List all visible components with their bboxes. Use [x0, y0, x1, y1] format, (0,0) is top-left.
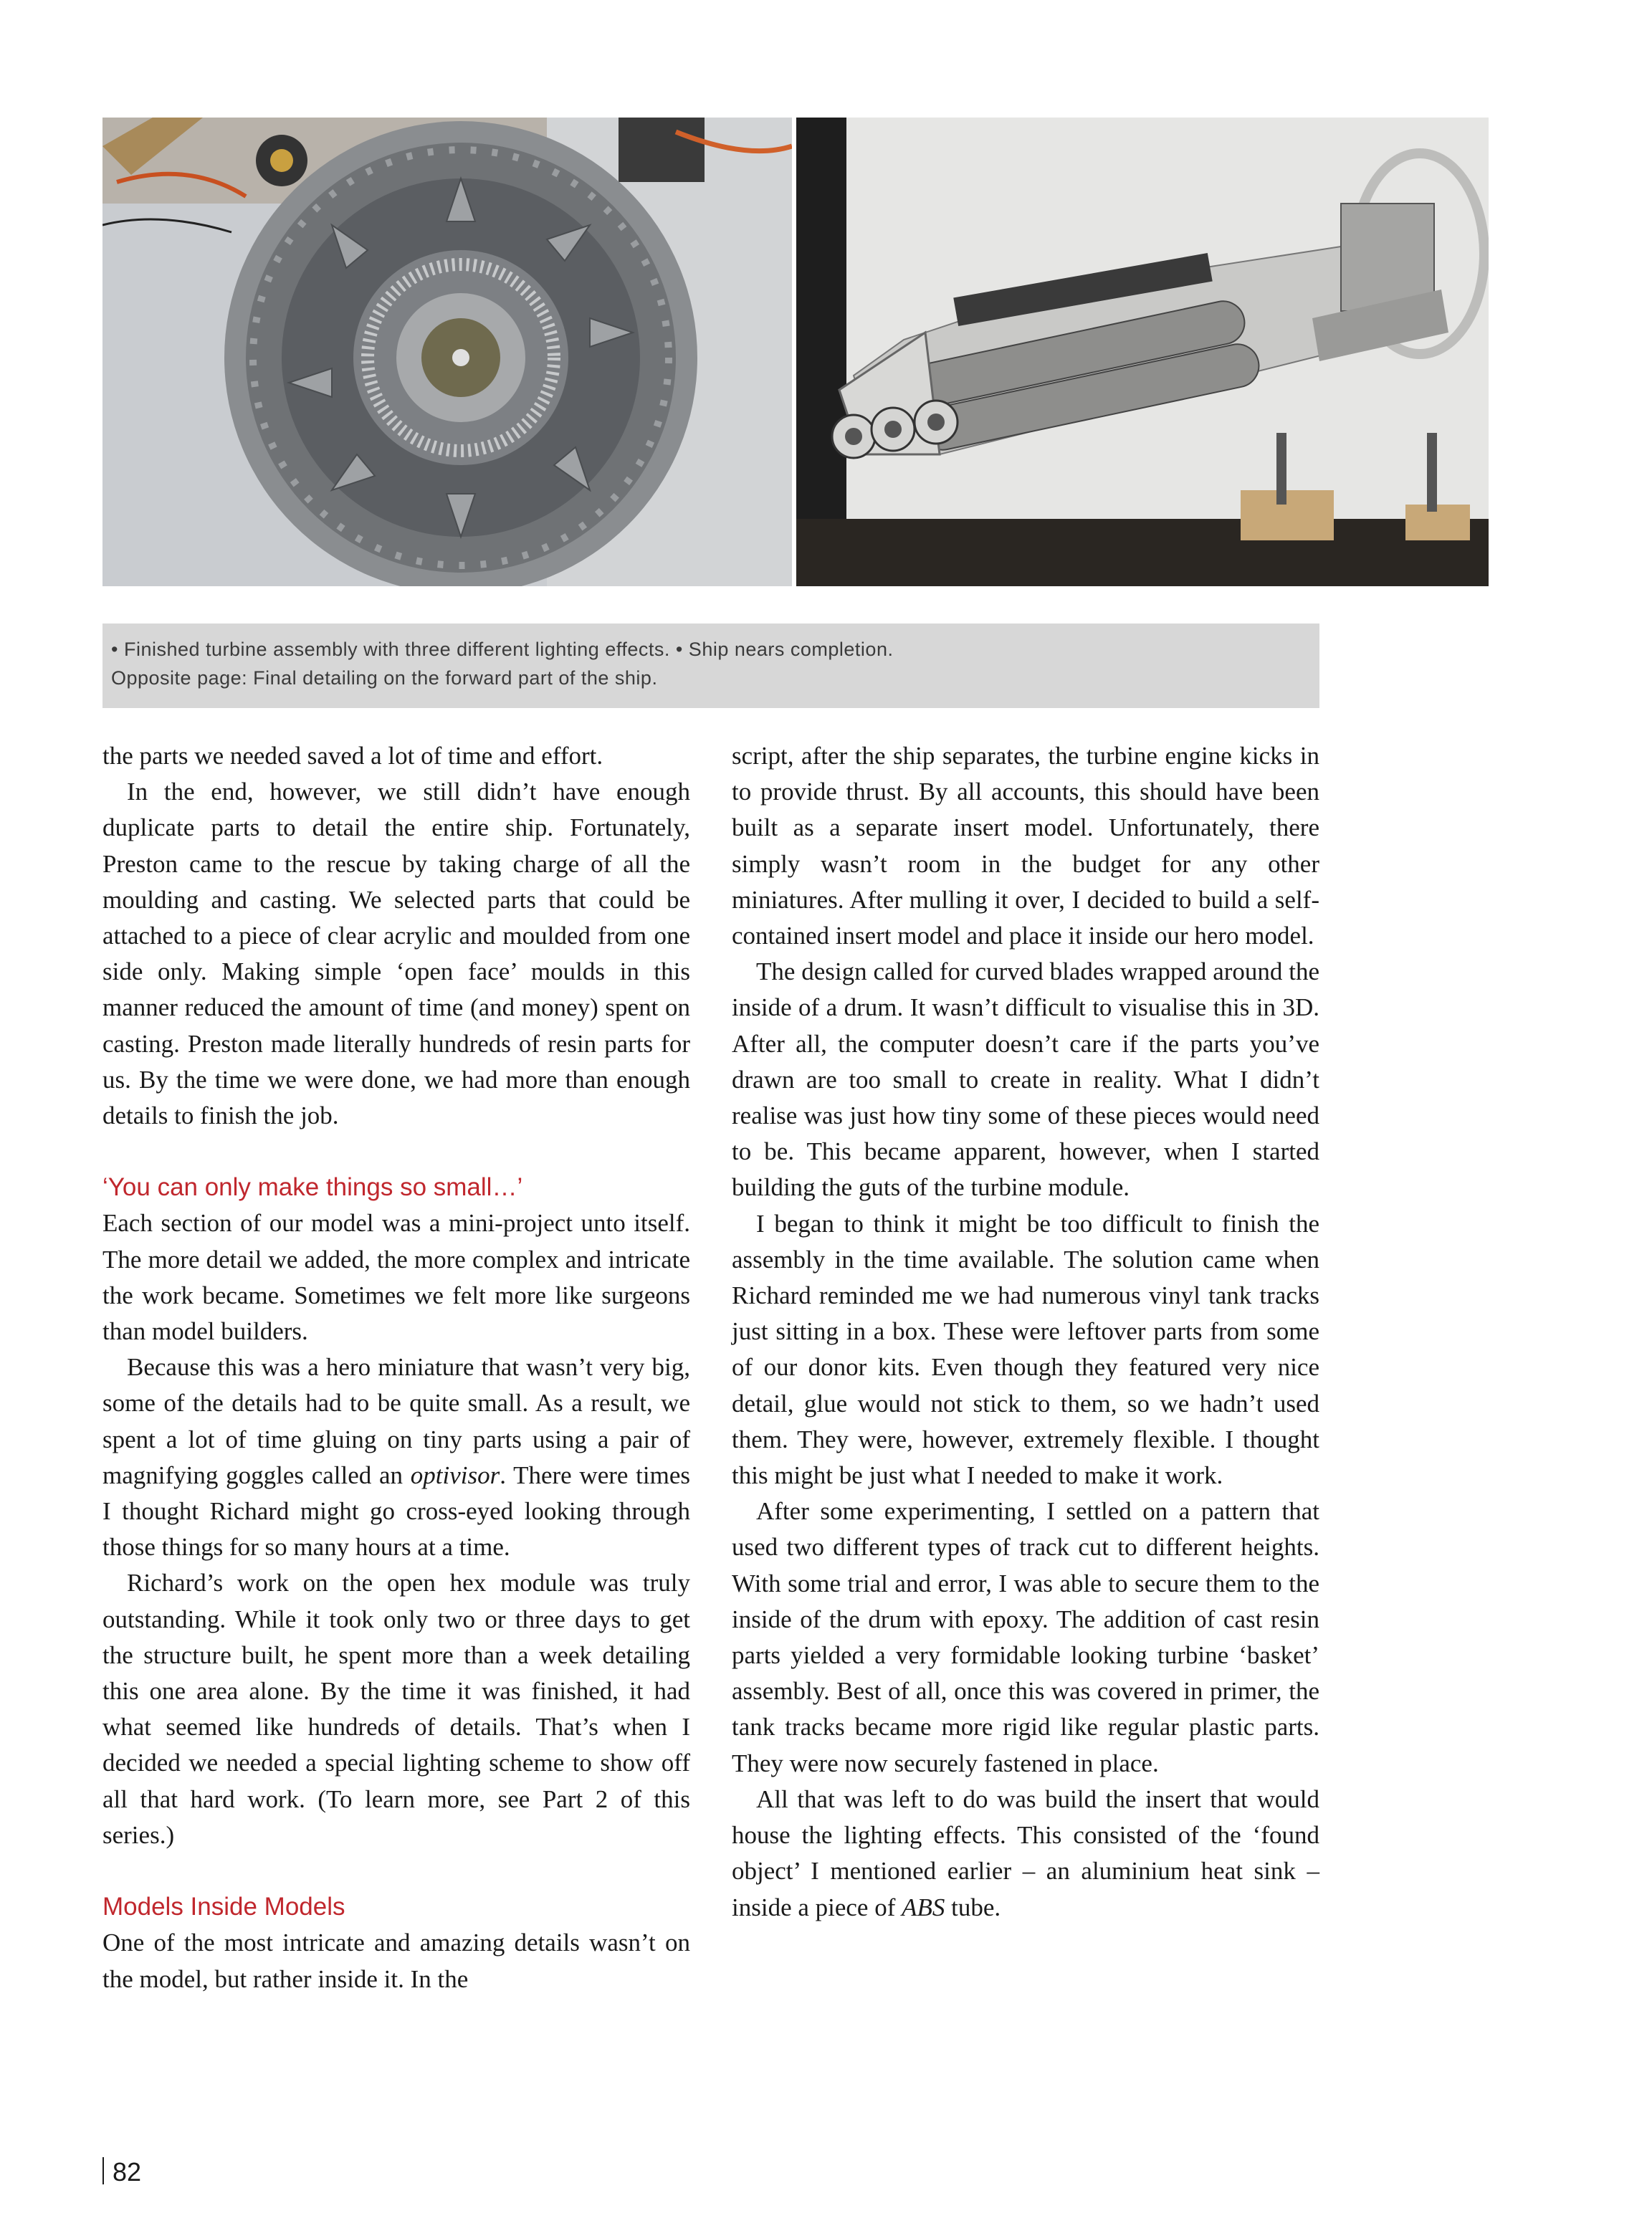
ship-model-photo	[796, 118, 1489, 586]
caption-line-2: Opposite page: Final detailing on the forward part of the ship.	[111, 667, 658, 689]
caption-line-1: • Finished turbine assembly with three different lighting effects. • Ship nears completion.	[111, 639, 894, 660]
paragraph: Richard’s work on the open hex module was truly outstanding. While it took only two or three days to get the structure built, he spent more than a week detailing this one area alone. By the time it was finished, it had what seemed like hundreds of details. That’s when I decided we needed a special lighting scheme to show off all that hard work. (To learn more, see Part 2 of this series.)	[102, 1569, 690, 1849]
paragraph: After some experimenting, I settled on a pattern that used two different types of track cut to different heights. With some trial and error, I was able to secure them to the inside of the drum with epoxy. The addition of cast resin parts yielded a very formidable looking turbine ‘basket’ assembly. Best of all, once this was covered in primer, the tank tracks became more rigid like regular plastic parts. They were now securely fastened in place.	[732, 1497, 1319, 1777]
paragraph: In the end, however, we still didn’t have enough duplicate parts to detail the entire ship. Fortunately, Preston came to the rescue by taking charge of all the moulding and casting. We selected parts that could be attached to a piece of clear acrylic and moulded from one side only. Making simple ‘open face’ moulds in this manner reduced the amount of time (and money) spent on casting. Preston made literally hundreds of resin parts for us. By the time we were done, we had more than enough details to finish the job.	[102, 778, 690, 1130]
paragraph: script, after the ship separates, the turbine engine kicks in to provide thrust. By all accounts, this should have been built as a separate insert model. Unfortunately, there simply wasn’t room in the budget for any other miniatures. After mulling it over, I decided to build a self-contained insert model and place it inside our hero model.	[732, 742, 1319, 950]
paragraph: the parts we needed saved a lot of time and effort.	[102, 742, 603, 770]
paragraph: The design called for curved blades wrapped around the inside of a drum. It wasn’t difficult to visualise this in 3D. After all, the computer doesn’t care if the parts you’ve drawn are too small to create in reality. What I didn’t realise was just how tiny some of these pieces would need to be. This became apparent, however, when I started building the guts of the turbine module.	[732, 957, 1319, 1202]
left-text-column	[102, 738, 690, 1997]
paragraph: Each section of our model was a mini-project unto itself. The more detail we added, the more complex and intricate the work became. Sometimes we felt more like surgeons than model builders.	[102, 1209, 690, 1346]
emphasis: ABS	[902, 1893, 945, 1921]
page-number	[102, 2157, 141, 2187]
paragraph: I began to think it might be too difficult to finish the assembly in the time available. The solution came when Richard reminded me we had numerous vinyl tank tracks just sitting in a box. These were leftover parts from some of our donor kits. Even though they featured very nice detail, glue would not stick to them, so we hadn’t used them. They were, however, extremely flexible. I thought this might be just what I needed to make it work.	[732, 1209, 1319, 1490]
page-number-text: 82	[113, 2157, 142, 2187]
paragraph: One of the most intricate and amazing details wasn’t on the model, but rather inside it. In the	[102, 1929, 690, 1993]
paragraph: All that was left to do was build the insert that would house the lighting effects. This consisted of the ‘found object’ I mentioned earlier – an aluminium heat sink – inside a piece of ABS tube.	[732, 1784, 1319, 1921]
section-heading: Models Inside Models	[102, 1893, 345, 1921]
turbine-assembly-photo	[102, 118, 792, 586]
paragraph: Because this was a hero miniature that wasn’t very big, some of the details had to be quite small. As a result, we spent a lot of time gluing on tiny parts using a pair of magnifying goggles called an optivisor. There were times I thought Richard might go cross-eyed looking through those things for so many hours at a time.	[102, 1353, 690, 1562]
folio-bar	[102, 2157, 104, 2184]
emphasis: optivisor	[410, 1461, 500, 1489]
right-text-column	[732, 738, 1319, 1926]
section-heading: ‘You can only make things so small…’	[102, 1173, 523, 1202]
photo-caption	[102, 624, 1319, 708]
